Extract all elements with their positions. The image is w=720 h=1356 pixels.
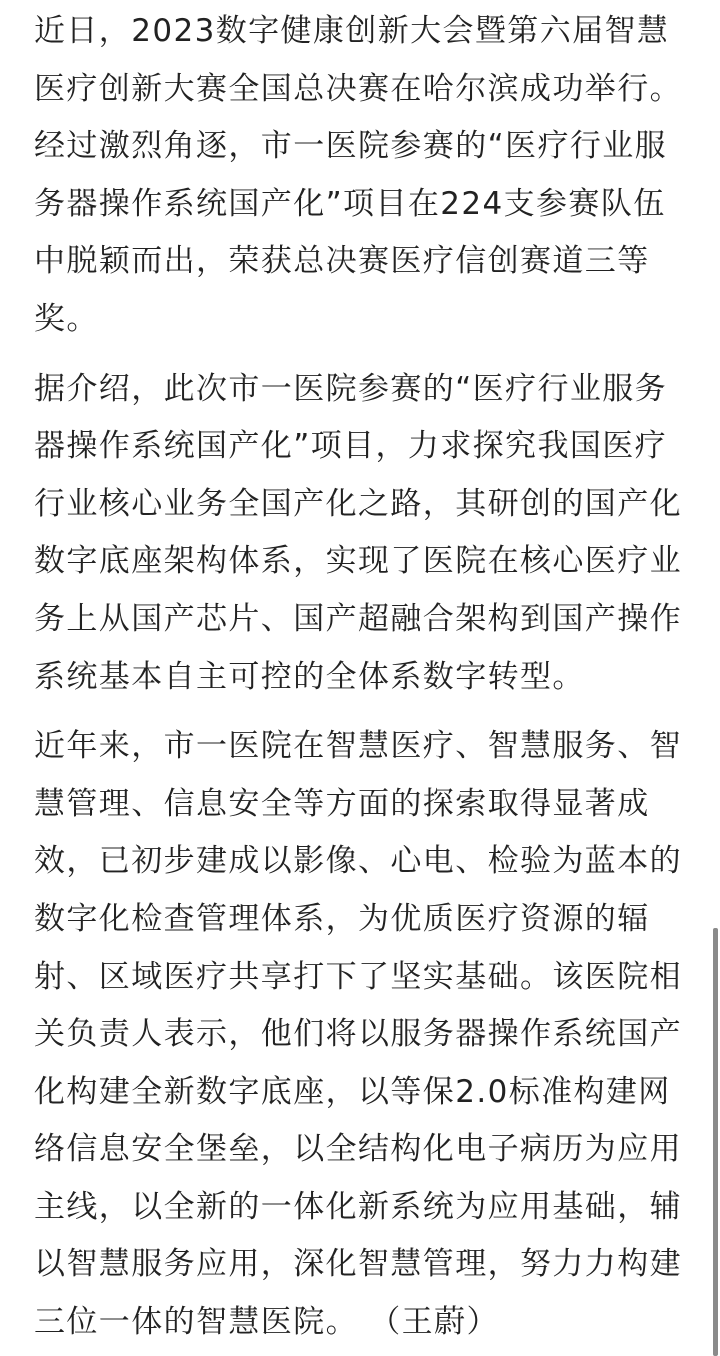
text-line: 三位一体的智慧医院。 （王蔚） [34, 1304, 499, 1341]
text-line: 行业核心业务全国产化之路，其研创的国产化 [34, 485, 682, 522]
text-line: 据介绍，此次市一医院参赛的“医疗行业服务 [34, 370, 668, 407]
text-line: 络信息安全堡垒，以全结构化电子病历为应用 [34, 1131, 682, 1168]
text-line: 器操作系统国产化”项目，力求探究我国医疗 [34, 428, 668, 465]
text-line: 务器操作系统国产化”项目在224支参赛队伍 [34, 185, 666, 222]
text-line: 化构建全新数字底座，以等保2.0标准构建网 [34, 1073, 671, 1110]
text-line: 中脱颖而出，荣获总决赛医疗信创赛道三等 [34, 243, 650, 280]
text-line: 近日，2023数字健康创新大会暨第六届智慧 [34, 13, 670, 49]
paragraph-award [34, 0, 690, 349]
paragraph-project [34, 361, 690, 707]
text-line: 数字化检查管理体系，为优质医疗资源的辐 [34, 900, 650, 937]
text-line: 以智慧服务应用，深化智慧管理，努力力构建 [34, 1246, 682, 1283]
text-line: 务上从国产芯片、国产超融合架构到国产操作 [34, 600, 682, 637]
text-line: 奖。 [34, 300, 99, 337]
text-line: 主线，以全新的一体化新系统为应用基础，辅 [34, 1188, 682, 1225]
text-line: 效，已初步建成以影像、心电、检验为蓝本的 [34, 843, 682, 880]
text-line: 近年来，市一医院在智慧医疗、智慧服务、智 [34, 728, 682, 765]
article-body [34, 0, 690, 1352]
text-line: 射、区域医疗共享打下了坚实基础。该医院相 [34, 958, 682, 995]
scrollbar-thumb[interactable] [713, 928, 718, 1356]
text-line: 系统基本自主可控的全体系数字转型。 [34, 658, 585, 695]
paragraph-achievements [34, 718, 690, 1352]
text-line: 数字底座架构体系，实现了医院在核心医疗业 [34, 543, 682, 580]
text-line: 经过激烈角逐，市一医院参赛的“医疗行业服 [34, 128, 668, 165]
text-line: 慧管理、信息安全等方面的探索取得显著成 [34, 785, 650, 822]
text-line: 医疗创新大赛全国总决赛在哈尔滨成功举行。 [34, 70, 682, 107]
text-line: 关负责人表示，他们将以服务器操作系统国产 [34, 1016, 682, 1053]
